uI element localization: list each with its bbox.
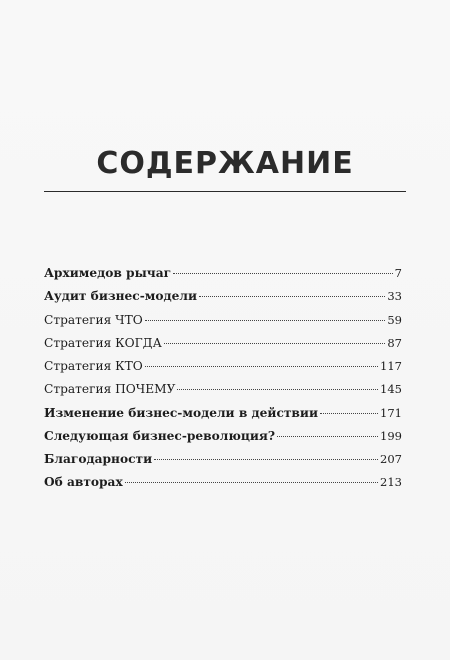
- toc-entry-page-number: 207: [380, 452, 402, 466]
- toc-entry-title: Стратегия КТО: [44, 359, 143, 373]
- toc-entry-page-number: 199: [380, 428, 402, 443]
- toc-entry: [44, 265, 402, 288]
- toc-entry-title: Стратегия ЧТО: [44, 312, 143, 327]
- toc-entry-page-number: 59: [387, 312, 402, 327]
- toc-entry-page-number: 145: [380, 382, 402, 397]
- toc-entry-page-number: 87: [387, 335, 402, 350]
- toc-entry-title: Архимедов рычаг: [44, 266, 172, 280]
- toc-entry: [44, 381, 402, 404]
- toc-entry: [44, 312, 402, 335]
- dot-leader: [164, 343, 386, 344]
- toc-entry-title: Благодарности: [44, 452, 153, 466]
- toc-entry-title: Стратегия КОГДА: [44, 335, 162, 350]
- dot-leader: [277, 436, 378, 437]
- toc-entry-page-number: 213: [380, 475, 402, 490]
- dot-leader: [199, 296, 385, 297]
- toc-entry: [44, 428, 402, 451]
- dot-leader: [177, 389, 378, 390]
- page-title: СОДЕРЖАНИЕ: [96, 146, 354, 181]
- dot-leader: [320, 413, 378, 414]
- dot-leader: [125, 482, 378, 483]
- table-of-contents: [44, 265, 402, 498]
- toc-entry: [44, 474, 402, 497]
- toc-entry-title: Аудит бизнес-модели: [44, 289, 198, 304]
- toc-entry-page-number: 33: [387, 289, 402, 304]
- toc-entry: [44, 358, 402, 381]
- toc-entry: [44, 335, 402, 358]
- toc-entry-title: Об авторах: [44, 475, 123, 490]
- toc-entry: [44, 451, 402, 474]
- toc-entry: [44, 405, 402, 428]
- toc-entry-title: Стратегия ПОЧЕМУ: [44, 382, 176, 397]
- dot-leader: [173, 273, 393, 274]
- toc-entry-page-number: 171: [380, 405, 402, 420]
- title-divider: [44, 191, 406, 192]
- dot-leader: [154, 459, 378, 460]
- toc-entry-title: Следующая бизнес-революция?: [44, 428, 276, 443]
- dot-leader: [145, 366, 378, 367]
- toc-entry-page-number: 7: [394, 266, 402, 280]
- dot-leader: [145, 320, 386, 321]
- toc-entry-title: Изменение бизнес-модели в действии: [44, 405, 318, 420]
- toc-entry-page-number: 117: [380, 359, 402, 373]
- toc-entry: [44, 288, 402, 311]
